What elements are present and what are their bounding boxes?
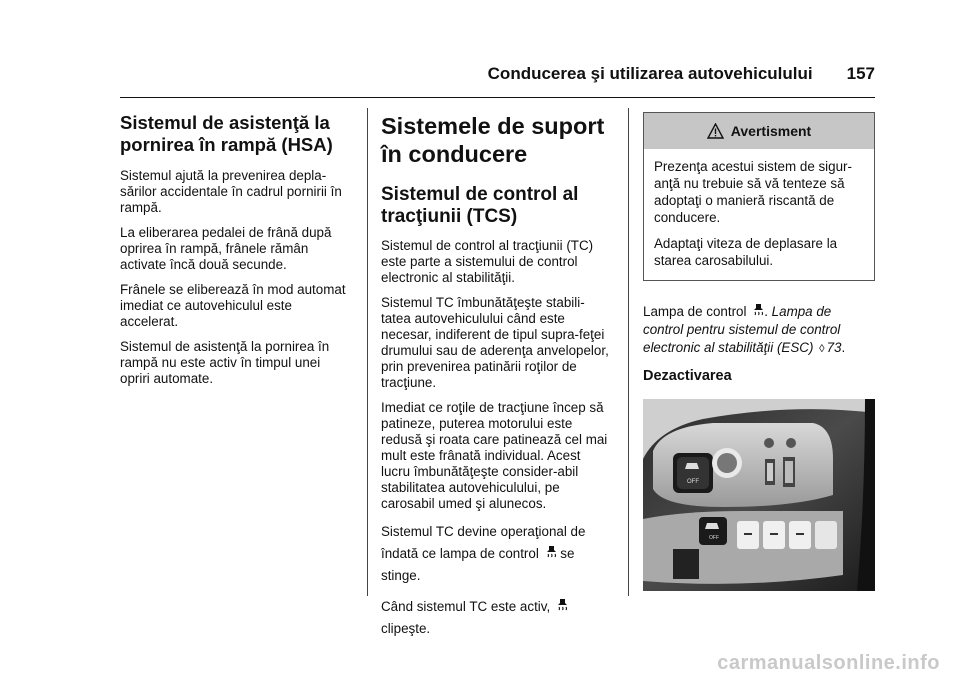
traction-control-icon [753, 303, 764, 317]
tcs-paragraph-blink [381, 596, 613, 640]
photo-off-label-bottom: OFF [709, 535, 719, 541]
lamp-reference: Lampa de control . Lampa de control pentru sistemul de control electronic al stabilităţii (ESC) ◊ 73. [643, 303, 875, 358]
header-rule [120, 97, 875, 98]
deactivate-heading: Dezactivarea [643, 368, 732, 384]
hsa-heading: Sistemul de asistenţă la pornirea în rampă (HSA) [120, 112, 333, 155]
lamp-cross-reference[interactable]: Lampa de control pentru sistemul de control electronic al stabilităţii (ESC) [643, 304, 841, 355]
warning-triangle-icon [707, 123, 724, 139]
column-warning [643, 108, 875, 591]
column-tcs [381, 108, 613, 649]
column-divider-1 [367, 108, 368, 596]
dashboard-switch-photo [643, 399, 875, 591]
warning-title: Avertisment [730, 123, 812, 139]
driving-support-heading: Sistemele de suport în conducere [381, 113, 605, 167]
warning-body [644, 149, 874, 280]
tcs-p5-start: Când sistemul TC este activ, [381, 599, 551, 614]
site-watermark: carmanualsonline.info [717, 652, 940, 674]
traction-control-icon [557, 598, 568, 612]
hsa-paragraph: Frânele se eliberează în mod automat imediat ce autovehiculul este accelerat. [120, 282, 346, 329]
warning-paragraph: Prezenţa acestui sistem de sigur-anţă nu trebuie să vă tenteze să adoptaţi o manieră riscantă de conducere. [654, 159, 852, 225]
hsa-paragraph: Sistemul de asistenţă la pornirea în rampă nu este activ în timpul unei opriri automate. [120, 339, 330, 386]
tcs-paragraph: Sistemul de control al tracţiunii (TC) este parte a sistemului de control electronic al stabilităţii. [381, 238, 594, 285]
hsa-paragraph: La eliberarea pedalei de frână după oprirea în rampă, frânele rămân activate încă două secunde. [120, 225, 332, 272]
tcs-p5-end: clipeşte. [381, 621, 431, 636]
column-divider-2 [628, 108, 629, 596]
column-hsa [120, 108, 352, 396]
page-ref-arrow-icon: ◊ [819, 343, 825, 355]
warning-header [644, 113, 874, 149]
traction-control-icon [546, 545, 557, 559]
tcs-paragraph: Imediat ce roţile de tracţiune încep să patineze, puterea motorului este redusă şi roata care patinează cel mai mult este frânată individual. Acest lucru îmbunătăţeşte consider-abil stabilitatea autovehiculului, pe carosabil umed şi alunecos. [381, 400, 608, 511]
warning-box [643, 112, 875, 281]
tcs-paragraph: Sistemul TC îmbunătăţeşte stabili-tatea autovehiculului când este necesar, indiferent de tipul supra-feţei drumului sau de aderenţa anvelopelor, prin prevenirea patinării roţilor de tracţiune. [381, 295, 609, 390]
header-title: Conducerea şi utilizarea autovehiculului [487, 64, 813, 83]
tcs-p4-start: Sistemul TC devine operaţional de îndată ce lampa de control [381, 524, 586, 561]
lamp-ref-page[interactable]: 73 [826, 340, 842, 355]
page-header [120, 64, 875, 90]
lamp-prefix: Lampa de control [643, 304, 747, 319]
warning-paragraph: Adaptaţi viteza de deplasare la starea carosabilului. [654, 236, 838, 268]
page-number: 157 [846, 64, 875, 83]
tcs-paragraph-lamp [381, 521, 613, 587]
tcs-p4-end: se stinge. [381, 546, 575, 583]
photo-off-label-top: OFF [687, 479, 699, 485]
hsa-paragraph: Sistemul ajută la prevenirea depla-sărilor accidentale în cadrul pornirii în rampă. [120, 168, 342, 215]
tcs-heading: Sistemul de control al tracţiunii (TCS) [381, 184, 579, 227]
